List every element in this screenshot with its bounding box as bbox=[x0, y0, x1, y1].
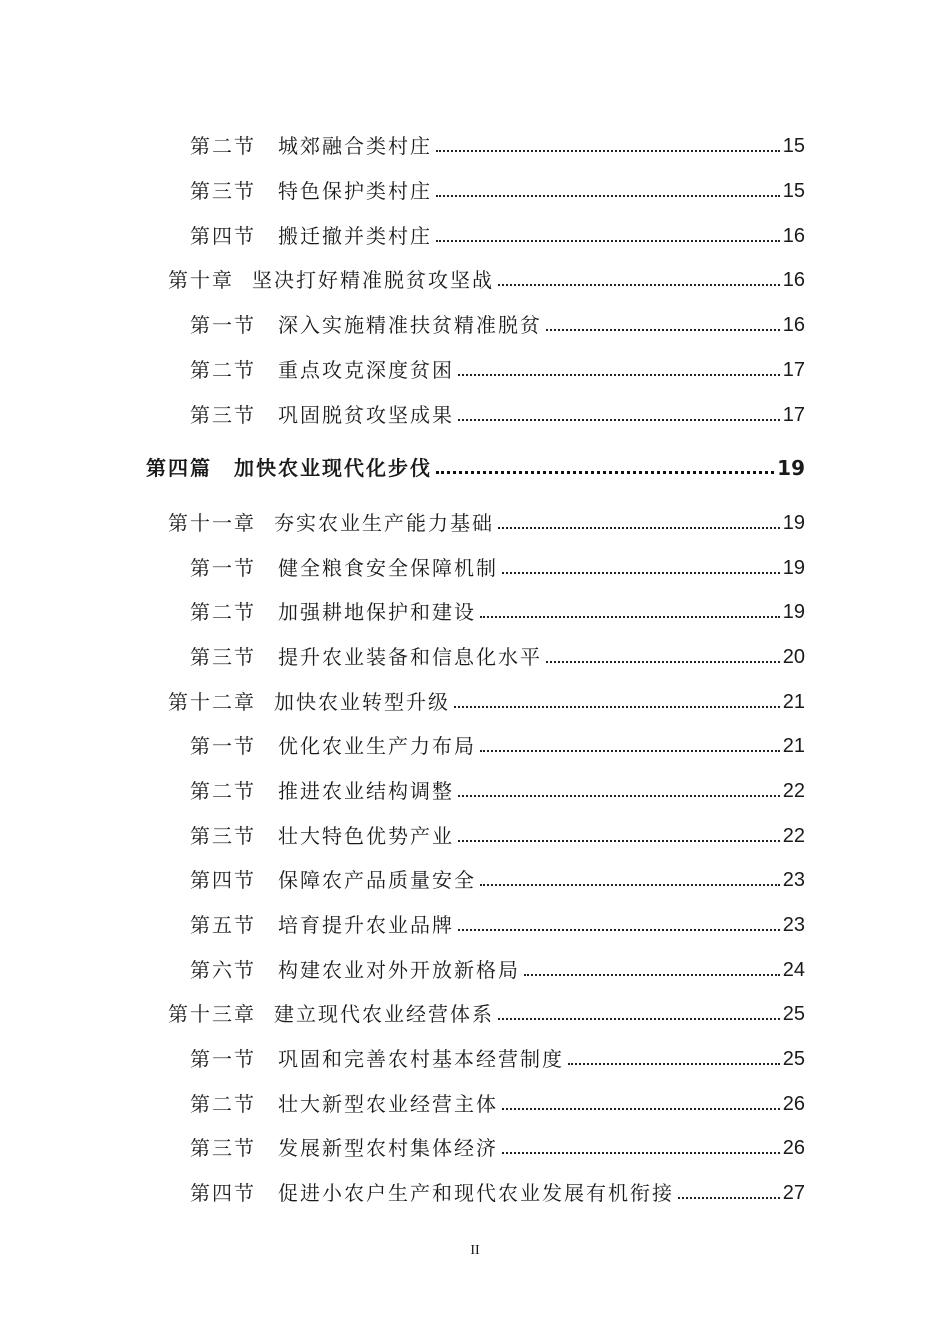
toc-entry-page-number: 25 bbox=[782, 1003, 805, 1025]
dot-leader bbox=[480, 616, 780, 618]
page-footer-number: II bbox=[470, 1243, 480, 1258]
toc-entry-title: 夯实农业生产能力基础 bbox=[274, 511, 494, 535]
toc-entry-title: 促进小农户生产和现代农业发展有机衔接 bbox=[278, 1181, 674, 1205]
toc-entry-page-number: 16 bbox=[782, 314, 805, 336]
toc-entry-section[interactable] bbox=[190, 594, 805, 626]
toc-entry-page-number: 19 bbox=[782, 557, 805, 579]
toc-entry-page-number: 16 bbox=[782, 225, 805, 247]
toc-entry-title: 特色保护类村庄 bbox=[278, 179, 432, 203]
toc-entry-section[interactable] bbox=[190, 818, 805, 850]
toc-entry-number: 第一节 bbox=[190, 556, 256, 580]
toc-entry-page-number: 21 bbox=[782, 735, 805, 757]
toc-entry-number: 第五节 bbox=[190, 913, 256, 937]
dot-leader bbox=[568, 1063, 780, 1065]
dot-leader bbox=[436, 240, 780, 242]
toc-entry-number: 第二节 bbox=[190, 779, 256, 803]
dot-leader bbox=[546, 661, 780, 663]
toc-entry-label bbox=[168, 1000, 494, 1028]
toc-entry-number: 第三节 bbox=[190, 179, 256, 203]
toc-entry-title: 重点攻克深度贫困 bbox=[278, 358, 454, 382]
toc-entry-label bbox=[190, 866, 476, 894]
toc-entry-number: 第二节 bbox=[190, 358, 256, 382]
toc-entry-section[interactable] bbox=[190, 1130, 805, 1162]
toc-entry-label bbox=[190, 356, 454, 384]
toc-entry-label bbox=[190, 222, 432, 250]
toc-entry-page-number: 26 bbox=[782, 1093, 805, 1115]
toc-entry-page-number: 16 bbox=[782, 269, 805, 291]
toc-entry-label bbox=[190, 643, 542, 671]
toc-entry-title: 坚决打好精准脱贫攻坚战 bbox=[252, 268, 494, 292]
toc-entry-page-number: 26 bbox=[782, 1137, 805, 1159]
dot-leader bbox=[502, 572, 780, 574]
toc-entry-page-number: 22 bbox=[782, 780, 805, 802]
toc-entry-title: 加快农业现代化步伐 bbox=[234, 456, 432, 480]
toc-entry-number: 第一节 bbox=[190, 734, 256, 758]
toc-entry-title: 发展新型农村集体经济 bbox=[278, 1136, 498, 1160]
toc-entry-label bbox=[190, 177, 432, 205]
toc-entry-label bbox=[190, 598, 476, 626]
toc-entry-page-number: 15 bbox=[782, 135, 805, 157]
toc-entry-section[interactable] bbox=[190, 1086, 805, 1118]
toc-entry-number: 第六节 bbox=[190, 958, 256, 982]
toc-entry-section[interactable] bbox=[190, 397, 805, 429]
toc-entry-title: 优化农业生产力布局 bbox=[278, 734, 476, 758]
toc-entry-label bbox=[190, 1090, 498, 1118]
toc-entry-page-number: 19 bbox=[777, 456, 805, 480]
toc-entry-label bbox=[190, 311, 542, 339]
dot-leader bbox=[436, 471, 774, 474]
dot-leader bbox=[480, 750, 780, 752]
toc-entry-number: 第三节 bbox=[190, 403, 256, 427]
toc-entry-label bbox=[190, 1179, 674, 1207]
toc-entry-label bbox=[190, 1045, 564, 1073]
toc-entry-number: 第三节 bbox=[190, 645, 256, 669]
toc-entry-number: 第四节 bbox=[190, 1181, 256, 1205]
toc-entry-section[interactable] bbox=[190, 862, 805, 894]
toc-entry-number: 第十三章 bbox=[168, 1002, 256, 1026]
toc-entry-page-number: 17 bbox=[782, 359, 805, 381]
toc-entry-page-number: 25 bbox=[782, 1048, 805, 1070]
toc-entry-title: 巩固脱贫攻坚成果 bbox=[278, 403, 454, 427]
dot-leader bbox=[458, 374, 780, 376]
toc-entry-page-number: 21 bbox=[782, 691, 805, 713]
dot-leader bbox=[498, 1018, 780, 1020]
toc-entry-number: 第二节 bbox=[190, 600, 256, 624]
toc-entry-title: 构建农业对外开放新格局 bbox=[278, 958, 520, 982]
toc-entry-label bbox=[190, 554, 498, 582]
toc-entry-chapter[interactable] bbox=[168, 996, 805, 1028]
toc-entry-label bbox=[168, 509, 494, 537]
toc-entry-title: 健全粮食安全保障机制 bbox=[278, 556, 498, 580]
dot-leader bbox=[502, 1152, 780, 1154]
dot-leader bbox=[524, 974, 780, 976]
toc-entry-part[interactable] bbox=[146, 450, 805, 482]
toc-entry-number: 第三节 bbox=[190, 824, 256, 848]
toc-entry-page-number: 22 bbox=[782, 825, 805, 847]
dot-leader bbox=[498, 284, 780, 286]
dot-leader bbox=[458, 795, 780, 797]
toc-entry-label bbox=[168, 266, 494, 294]
toc-entry-page-number: 23 bbox=[782, 869, 805, 891]
toc-entry-section[interactable] bbox=[190, 128, 805, 160]
toc-entry-title: 壮大特色优势产业 bbox=[278, 824, 454, 848]
toc-entry-page-number: 23 bbox=[782, 914, 805, 936]
toc-entry-label bbox=[190, 132, 432, 160]
toc-entry-section[interactable] bbox=[190, 173, 805, 205]
toc-entry-number: 第一节 bbox=[190, 1047, 256, 1071]
toc-entry-number: 第二节 bbox=[190, 1092, 256, 1116]
toc-entry-section[interactable] bbox=[190, 907, 805, 939]
toc-entry-section[interactable] bbox=[190, 639, 805, 671]
toc-entry-label bbox=[190, 822, 454, 850]
toc-entry-number: 第二节 bbox=[190, 134, 256, 158]
toc-entry-page-number: 24 bbox=[782, 959, 805, 981]
toc-entry-title: 搬迁撤并类村庄 bbox=[278, 224, 432, 248]
toc-entry-number: 第四节 bbox=[190, 224, 256, 248]
toc-entry-number: 第十一章 bbox=[168, 511, 256, 535]
toc-entry-page-number: 19 bbox=[782, 601, 805, 623]
toc-entry-section[interactable] bbox=[190, 352, 805, 384]
dot-leader bbox=[436, 150, 780, 152]
toc-entry-number: 第十二章 bbox=[168, 690, 256, 714]
toc-entry-section[interactable] bbox=[190, 728, 805, 760]
toc-entry-number: 第三节 bbox=[190, 1136, 256, 1160]
dot-leader bbox=[480, 884, 780, 886]
toc-entry-chapter[interactable] bbox=[168, 684, 805, 716]
toc-entry-title: 推进农业结构调整 bbox=[278, 779, 454, 803]
toc-entry-label bbox=[190, 401, 454, 429]
dot-leader bbox=[678, 1197, 780, 1199]
toc-entry-label bbox=[190, 777, 454, 805]
toc-entry-title: 建立现代农业经营体系 bbox=[274, 1002, 494, 1026]
toc-entry-label bbox=[190, 956, 520, 984]
toc-entry-label bbox=[190, 1134, 498, 1162]
toc-entry-title: 加快农业转型升级 bbox=[274, 690, 450, 714]
toc-entry-chapter[interactable] bbox=[168, 505, 805, 537]
toc-entry-section[interactable] bbox=[190, 550, 805, 582]
toc-entry-section[interactable] bbox=[190, 773, 805, 805]
toc-entry-section[interactable] bbox=[190, 307, 805, 339]
toc-entry-label bbox=[190, 911, 454, 939]
toc-entry-page-number: 19 bbox=[782, 512, 805, 534]
toc-entry-title: 培育提升农业品牌 bbox=[278, 913, 454, 937]
toc-entry-number: 第四篇 bbox=[146, 456, 212, 480]
toc-entry-section[interactable] bbox=[190, 952, 805, 984]
toc-entry-page-number: 17 bbox=[782, 404, 805, 426]
toc-entry-page-number: 27 bbox=[782, 1182, 805, 1204]
toc-entry-number: 第四节 bbox=[190, 868, 256, 892]
dot-leader bbox=[498, 527, 780, 529]
toc-entry-chapter[interactable] bbox=[168, 262, 805, 294]
toc-entry-title: 城郊融合类村庄 bbox=[278, 134, 432, 158]
toc-entry-title: 深入实施精准扶贫精准脱贫 bbox=[278, 313, 542, 337]
toc-entry-section[interactable] bbox=[190, 1041, 805, 1073]
dot-leader bbox=[454, 706, 780, 708]
toc-entry-page-number: 20 bbox=[782, 646, 805, 668]
toc-entry-page-number: 15 bbox=[782, 180, 805, 202]
dot-leader bbox=[458, 419, 780, 421]
dot-leader bbox=[502, 1108, 780, 1110]
toc-entry-label bbox=[146, 454, 432, 482]
toc-entry-section[interactable] bbox=[190, 218, 805, 250]
toc-entry-title: 壮大新型农业经营主体 bbox=[278, 1092, 498, 1116]
toc-entry-title: 加强耕地保护和建设 bbox=[278, 600, 476, 624]
dot-leader bbox=[546, 329, 780, 331]
dot-leader bbox=[436, 195, 780, 197]
toc-entry-label bbox=[168, 688, 450, 716]
dot-leader bbox=[458, 929, 780, 931]
toc-entry-section[interactable] bbox=[190, 1175, 805, 1207]
toc-entry-title: 保障农产品质量安全 bbox=[278, 868, 476, 892]
toc-entry-title: 巩固和完善农村基本经营制度 bbox=[278, 1047, 564, 1071]
toc-entry-number: 第一节 bbox=[190, 313, 256, 337]
toc-entry-number: 第十章 bbox=[168, 268, 234, 292]
toc-entry-label bbox=[190, 732, 476, 760]
dot-leader bbox=[458, 840, 780, 842]
toc-entry-title: 提升农业装备和信息化水平 bbox=[278, 645, 542, 669]
